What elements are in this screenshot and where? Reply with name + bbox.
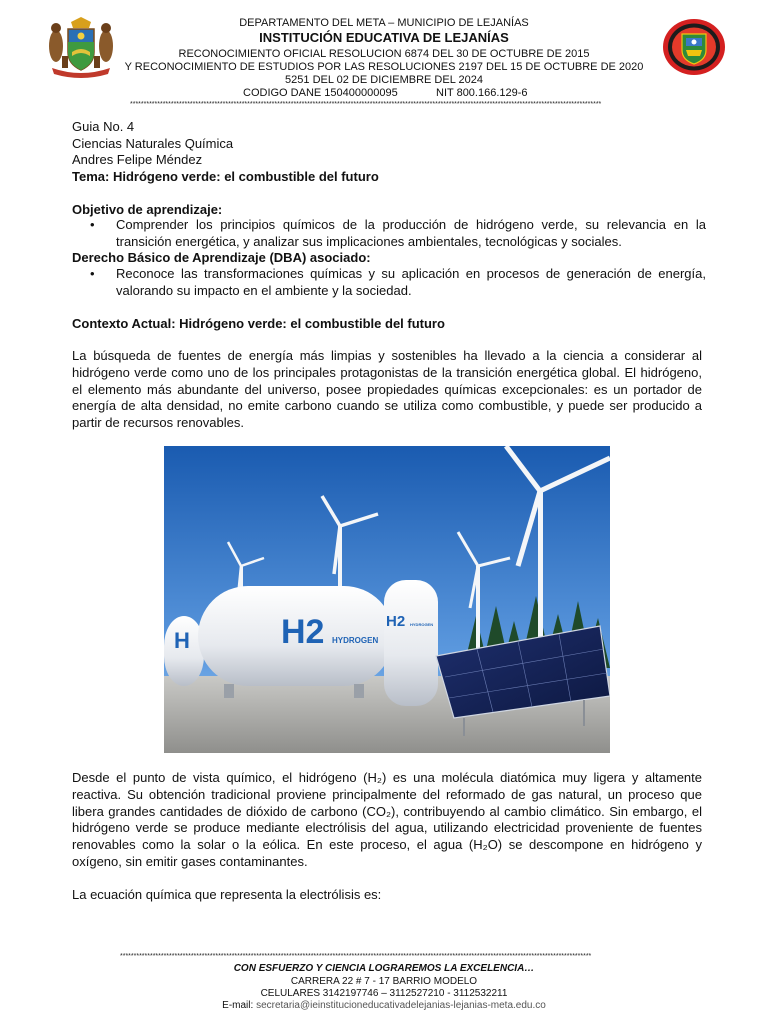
guide-number: Guia No. 4 (72, 119, 135, 134)
dba-heading: Derecho Básico de Aprendizaje (DBA) asociado: (72, 250, 371, 265)
footer-email-line (0, 1000, 768, 1012)
topic-label: Tema: (72, 169, 110, 184)
tank-hydrogen-label: HYDROGEN (332, 636, 379, 645)
footer-email-label: E-mail: (222, 1000, 254, 1011)
header-institution-title: INSTITUCIÓN EDUCATIVA DE LEJANÍAS (259, 30, 509, 45)
header-nit: NIT 800.166.129-6 (436, 87, 528, 99)
header-star-divider: ***************************************************************************************************************************************************************************** (130, 101, 602, 108)
paragraph-equation-intro: La ecuación química que representa la electrólisis es: (72, 887, 382, 902)
objective-bullet-text: Comprender los principios químicos de la producción de hidrógeno verde, su relevancia en la transición energética, y analizar sus implicaciones ambientales, tecnológicas y sociales. (116, 217, 706, 249)
bullet-icon: • (90, 217, 95, 232)
topic-rest: : el combustible del futuro (216, 169, 379, 184)
footer-star-divider: ***************************************************************************************************************************************************************************** (120, 953, 592, 960)
footer-address: CARRERA 22 # 7 - 17 BARRIO MODELO (290, 976, 478, 987)
tank-small-hydrogen-label: HYDROGEN (410, 622, 434, 627)
footer-motto: CON ESFUERZO Y CIENCIA LOGRAREMOS LA EXCELENCIA… (233, 963, 535, 974)
topic-line (72, 169, 379, 186)
header-study-recognition: Y RECONOCIMIENTO DE ESTUDIOS POR LAS RESOLUCIONES 2197 DEL 15 DE OCTUBRE DE 2020 (124, 61, 644, 73)
footer-phones: CELULARES 3142197746 – 3112527210 - 3112532211 (260, 988, 508, 999)
footer-email-link[interactable]: secretaria@ieinstitucioneducativadelejanias-lejanias-meta.edu.co (256, 1000, 546, 1011)
green-hydrogen-photo (164, 446, 610, 753)
topic-text: Hidrógeno verde (112, 169, 217, 184)
header-dane-code: CODIGO DANE 150400000095 (243, 87, 398, 99)
header-resolution-line: 5251 DEL 02 DE DICIEMBRE DEL 2024 (285, 74, 483, 86)
dba-bullet-item (90, 266, 706, 300)
subject-name: Ciencias Naturales Química (72, 136, 234, 151)
tank-h2-label: H2 (281, 613, 325, 651)
header-official-recognition: RECONOCIMIENTO OFICIAL RESOLUCION 6874 DEL 30 DE OCTUBRE DE 2015 (178, 48, 590, 60)
paragraph-chemistry: Desde el punto de vista químico, el hidrógeno (H₂) es una molécula diatómica muy ligera y altamente reactiva. Su obtención tradicional proviene principalmente del reformado de gas natural, un proceso que libera grandes cantidades de dióxido de carbono (CO₂), contribuyendo al cambio climático. Sin embargo, el hidrógeno verde se produce mediante electrólisis del agua, utilizando electricidad proveniente de fuentes renovables como la solar o la eólica. En este proceso, el agua (H₂O) se descompone en hidrógeno y oxígeno, sin emitir gases contaminantes. (72, 770, 702, 869)
context-heading: Contexto Actual: Hidrógeno verde: el combustible del futuro (72, 316, 445, 331)
tank-left-h-label: H (174, 628, 190, 653)
bullet-icon: • (90, 266, 95, 281)
header-department: DEPARTAMENTO DEL META – MUNICIPIO DE LEJANÍAS (239, 17, 529, 29)
dba-bullet-text: Reconoce las transformaciones químicas y su aplicación en procesos de generación de energía, valorando su impacto en el ambiente y la sociedad. (116, 266, 706, 298)
author-name: Andres Felipe Méndez (72, 152, 203, 167)
objective-heading: Objetivo de aprendizaje: (72, 202, 223, 217)
objective-bullet-item (90, 217, 706, 251)
tank-small-h2-label: H2 (386, 613, 406, 630)
paragraph-intro: La búsqueda de fuentes de energía más limpias y sostenibles ha llevado a la ciencia a considerar al hidrógeno verde como uno de los principales protagonistas de la transición energética global. El hidrógeno, el elemento más abundante del universo, posee propiedades químicas excepcionales: es un portador de energía de alta densidad, no emite carbono cuando se utiliza como combustible, y puede ser producido a partir de recursos renovables. (72, 348, 702, 431)
